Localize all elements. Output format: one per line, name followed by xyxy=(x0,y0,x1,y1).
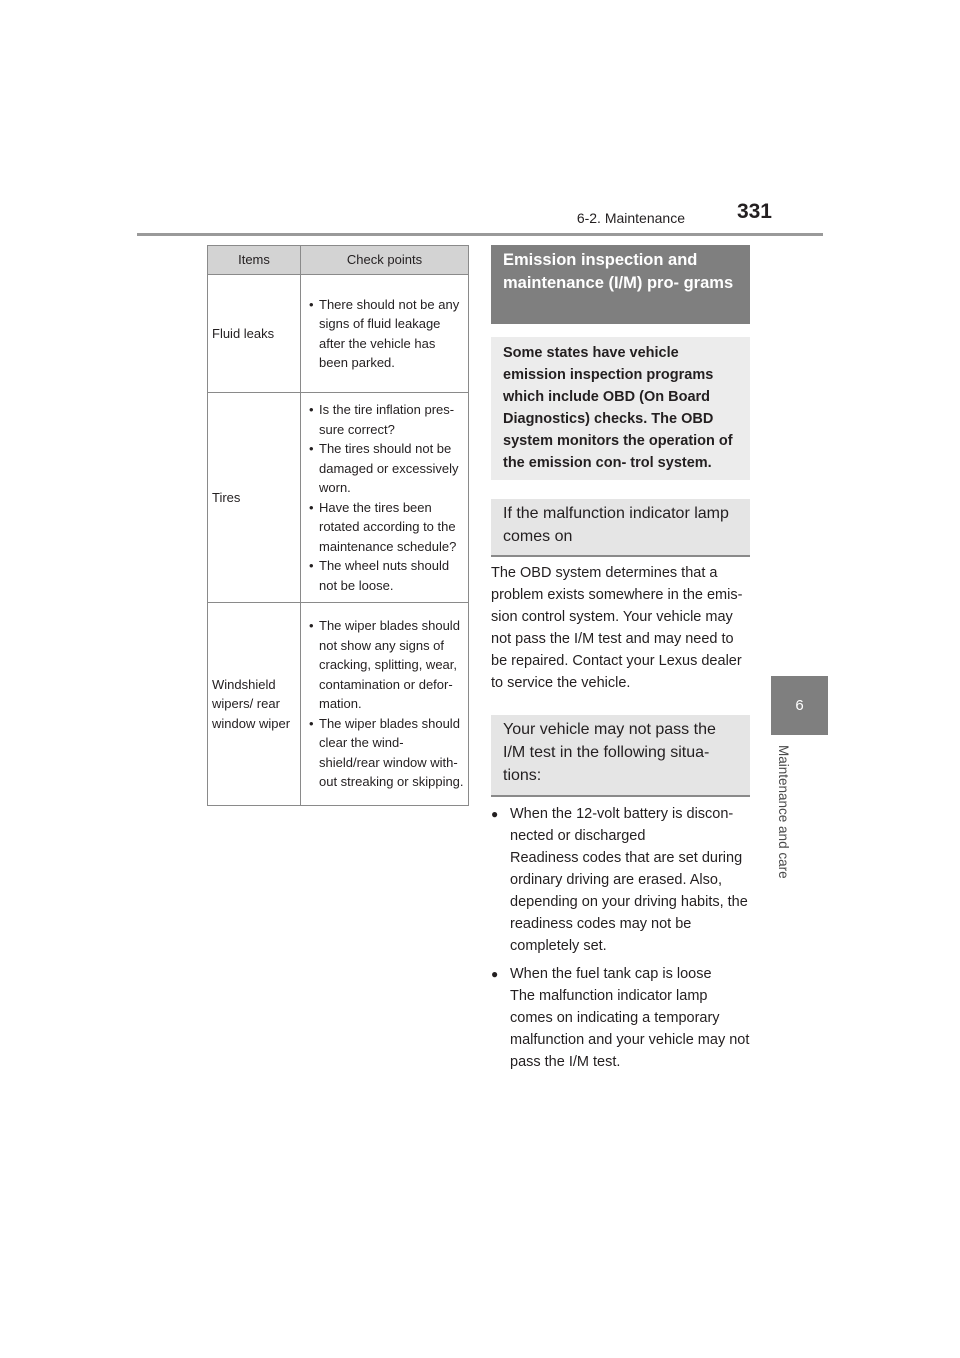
column-header-check-points: Check points xyxy=(301,246,469,275)
bullet-icon: ● xyxy=(491,967,499,981)
check-point: • There should not be any signs of fluid leakage after the vehicle has been parked. xyxy=(309,295,465,373)
header-rule xyxy=(137,233,823,236)
item-cell: Tires xyxy=(208,393,301,603)
table-row xyxy=(208,275,469,393)
check-point: • The wiper blades should clear the wind- shield/rear window with- out streaking or skipping. xyxy=(309,714,465,792)
emission-heading: Emission inspection and maintenance (I/M) pro- grams xyxy=(491,245,750,324)
check-point: • Is the tire inflation pres- sure correct? xyxy=(309,400,465,439)
list-item xyxy=(491,803,750,957)
chapter-label: Maintenance and care xyxy=(776,745,791,879)
points-cell xyxy=(301,603,469,806)
not-pass-heading: Your vehicle may not pass the I/M test in the following situa- tions: xyxy=(491,715,750,797)
malfunction-body: The OBD system determines that a problem exists somewhere in the emis- sion control system. Your vehicle may not pass the I/M test and may need to be repaired. Contact your Lexus dealer to service the vehicle. xyxy=(491,565,743,691)
chapter-tab: 6 xyxy=(771,676,828,735)
check-point: • The wheel nuts should not be loose. xyxy=(309,556,465,595)
check-point: • The wiper blades should not show any signs of cracking, splitting, wear, contamination or defor- mation. xyxy=(309,616,465,714)
points-cell xyxy=(301,393,469,603)
emission-intro: Some states have vehicle emission inspection programs which include OBD (On Board Diagnostics) checks. The OBD system monitors the operation of the emission con- trol system. xyxy=(491,337,750,480)
points-cell xyxy=(301,275,469,393)
list-item-title: When the fuel tank cap is loose xyxy=(510,966,712,982)
check-point: • Have the tires been rotated according to the maintenance schedule? xyxy=(309,498,465,557)
check-point: • The tires should not be damaged or excessively worn. xyxy=(309,439,465,498)
column-header-items: Items xyxy=(208,246,301,275)
not-pass-list xyxy=(491,803,750,1079)
page-header xyxy=(137,200,823,236)
item-cell: Windshield wipers/ rear window wiper xyxy=(208,603,301,806)
section-title: 6-2. Maintenance xyxy=(576,210,685,226)
item-cell: Fluid leaks xyxy=(208,275,301,393)
list-item-title: When the 12-volt battery is discon- nected or discharged xyxy=(510,806,734,844)
list-item-detail: Readiness codes that are set during ordinary driving are erased. Also, depending on your driving habits, the readiness codes may not be completely set. xyxy=(510,850,748,954)
malfunction-heading: If the malfunction indicator lamp comes on xyxy=(491,499,750,557)
table-row xyxy=(208,603,469,806)
table-header-row xyxy=(208,246,469,275)
bullet-icon: ● xyxy=(491,807,499,821)
list-item-detail: The malfunction indicator lamp comes on indicating a temporary malfunction and your vehicle may not pass the I/M test. xyxy=(510,988,750,1070)
table-row xyxy=(208,393,469,603)
page-number: 331 xyxy=(736,200,772,223)
list-item xyxy=(491,963,750,1073)
check-points-table xyxy=(207,245,469,806)
